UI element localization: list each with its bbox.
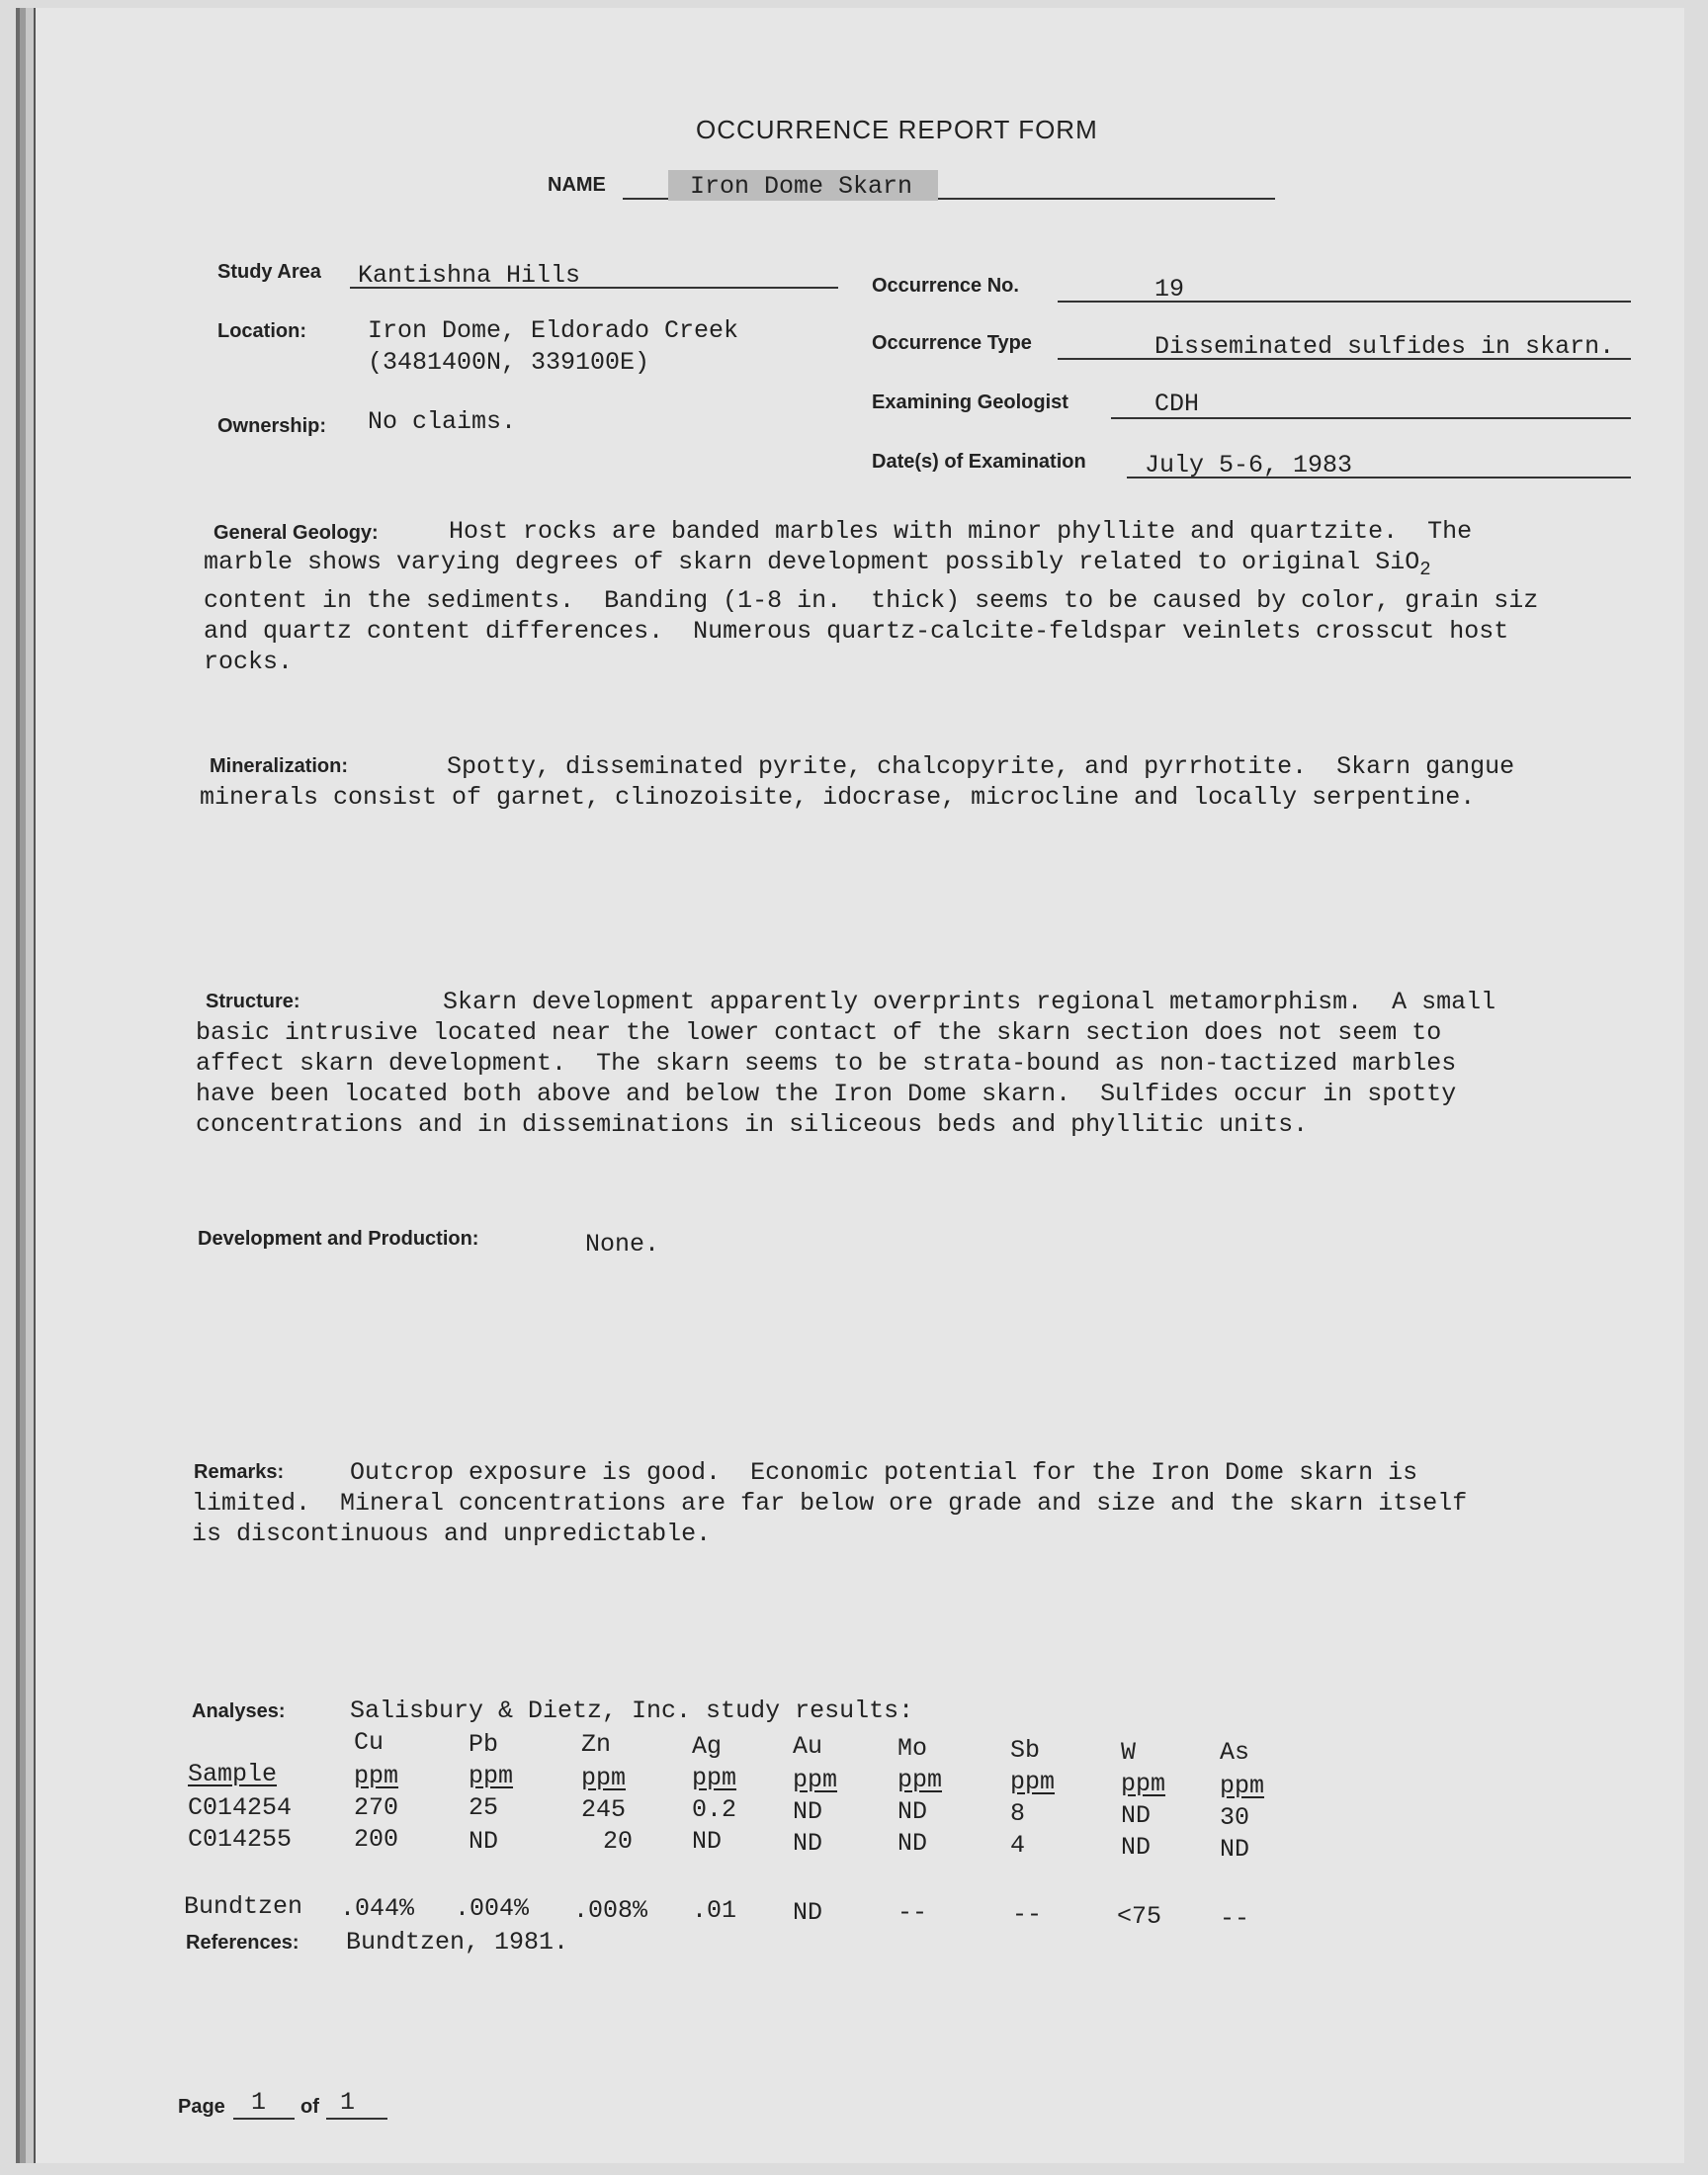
row3-cu: .044% <box>340 1894 415 1923</box>
general-geology-text <box>204 516 1538 677</box>
references-value: Bundtzen, 1981. <box>346 1928 569 1957</box>
element-header-au: Au <box>793 1732 823 1761</box>
remarks-label: Remarks: <box>194 1461 285 1483</box>
development-label: Development and Production: <box>198 1228 479 1250</box>
page-num-line <box>233 2088 295 2120</box>
ownership-label: Ownership: <box>217 415 327 437</box>
page-num: 1 <box>251 2088 267 2117</box>
element-header-as: As <box>1220 1738 1250 1767</box>
structure-line-2: basic intrusive located near the lower contact of the skarn section does not seem to <box>196 1018 1442 1047</box>
row3-mo: -- <box>897 1898 928 1927</box>
unit-cu: ppm <box>354 1762 399 1790</box>
row3-w: <75 <box>1117 1902 1162 1931</box>
row1-pb: 25 <box>469 1793 499 1822</box>
general-geology-label: General Geology: <box>214 522 379 544</box>
row1-mo: ND <box>897 1797 928 1826</box>
mineralization-line-1: Spotty, disseminated pyrite, chalcopyrite, and pyrrhotite. Skarn gangue <box>447 752 1515 781</box>
unit-mo: ppm <box>897 1766 943 1794</box>
row1-as: 30 <box>1220 1803 1250 1832</box>
row1-sample: C014254 <box>188 1793 293 1822</box>
of-label: of <box>300 2096 319 2118</box>
unit-as: ppm <box>1220 1772 1265 1800</box>
row3-pb: .004% <box>455 1894 530 1923</box>
remarks-line-2: limited. Mineral concentrations are far below ore grade and size and the skarn itself <box>192 1489 1468 1518</box>
geology-line-2-text: marble shows varying degrees of skarn development possibly related to original SiO <box>204 548 1420 576</box>
row3-zn: .008% <box>573 1896 648 1925</box>
structure-line-5: concentrations and in disseminations in siliceous beds and phyllitic units. <box>196 1110 1309 1139</box>
structure-text <box>196 987 1495 1140</box>
page-total-line <box>326 2088 387 2120</box>
development-value: None. <box>585 1230 660 1259</box>
location-line2: (3481400N, 339100E) <box>368 348 650 377</box>
structure-line-3: affect skarn development. The skarn seems to be strata-bound as non-tactized marbles <box>196 1049 1457 1078</box>
unit-zn: ppm <box>581 1764 627 1792</box>
unit-sb: ppm <box>1010 1768 1056 1796</box>
row1-sb: 8 <box>1010 1799 1026 1828</box>
row2-sb: 4 <box>1010 1831 1026 1860</box>
mineralization-label: Mineralization: <box>210 755 349 777</box>
row2-w: ND <box>1121 1833 1152 1862</box>
row3-as: -- <box>1220 1904 1250 1933</box>
element-header-mo: Mo <box>897 1734 928 1763</box>
element-header-ag: Ag <box>692 1732 723 1761</box>
row3-sb: -- <box>1012 1900 1043 1929</box>
occurrence-type-value: Disseminated sulfides in skarn. <box>1154 332 1615 361</box>
analyses-label: Analyses: <box>192 1700 286 1722</box>
mineralization-text <box>200 751 1514 813</box>
ownership-value: No claims. <box>368 407 517 436</box>
element-header-pb: Pb <box>469 1730 499 1759</box>
study-area-line <box>350 259 838 289</box>
location-line1: Iron Dome, Eldorado Creek <box>368 316 739 345</box>
geology-line-1: Host rocks are banded marbles with minor phyllite and quartzite. The <box>449 517 1473 546</box>
mineralization-line-2: minerals consist of garnet, clinozoisite, idocrase, microcline and locally serpentine. <box>200 783 1476 812</box>
row2-ag: ND <box>692 1827 723 1856</box>
element-header-zn: Zn <box>581 1730 612 1759</box>
geology-line-2-subscript: 2 <box>1419 559 1431 580</box>
study-area-label: Study Area <box>217 261 321 283</box>
occurrence-type-line <box>1058 330 1631 360</box>
element-header-cu: Cu <box>354 1728 384 1757</box>
occurrence-no-label: Occurrence No. <box>872 275 1019 297</box>
name-value: Iron Dome Skarn <box>668 170 938 201</box>
study-area-value: Kantishna Hills <box>358 261 581 290</box>
row2-pb: ND <box>469 1827 499 1856</box>
unit-w: ppm <box>1121 1770 1166 1798</box>
row1-ag: 0.2 <box>692 1795 737 1824</box>
location-label: Location: <box>217 320 306 342</box>
dates-line <box>1127 449 1631 478</box>
geology-line-2 <box>204 547 1538 585</box>
form-title: OCCURRENCE REPORT FORM <box>696 115 1098 144</box>
row3-ag: .01 <box>692 1896 737 1925</box>
dates-label: Date(s) of Examination <box>872 451 1086 473</box>
remarks-text <box>192 1457 1467 1549</box>
geology-line-3: content in the sediments. Banding (1-8 in. thick) seems to be caused by color, grain siz <box>204 586 1539 615</box>
geology-line-4: and quartz content differences. Numerous quartz-calcite-feldspar veinlets crosscut host <box>204 617 1509 646</box>
row3-au: ND <box>793 1898 823 1927</box>
row1-zn: 245 <box>581 1795 627 1824</box>
name-label: NAME <box>548 174 606 196</box>
geologist-line <box>1111 390 1631 419</box>
unit-au: ppm <box>793 1766 838 1794</box>
row3-sample: Bundtzen <box>184 1892 303 1921</box>
row2-au: ND <box>793 1829 823 1858</box>
report-page <box>34 8 1684 2163</box>
structure-line-1: Skarn development apparently overprints regional metamorphism. A small <box>443 988 1496 1016</box>
page-total: 1 <box>340 2088 356 2117</box>
row1-au: ND <box>793 1797 823 1826</box>
remarks-line-1: Outcrop exposure is good. Economic potential for the Iron Dome skarn is <box>350 1458 1418 1487</box>
occurrence-no-value: 19 <box>1154 275 1185 304</box>
structure-line-4: have been located both above and below the Iron Dome skarn. Sulfides occur in spotty <box>196 1080 1457 1108</box>
analyses-heading: Salisbury & Dietz, Inc. study results: <box>350 1696 914 1725</box>
row2-mo: ND <box>897 1829 928 1858</box>
row1-cu: 270 <box>354 1793 399 1822</box>
name-line <box>623 166 1275 200</box>
geologist-label: Examining Geologist <box>872 392 1068 413</box>
geologist-value: CDH <box>1154 390 1200 418</box>
element-header-sb: Sb <box>1010 1736 1041 1765</box>
page-label: Page <box>178 2096 225 2118</box>
geology-line-5: rocks. <box>204 648 294 676</box>
sample-header: Sample <box>188 1760 278 1788</box>
dates-value: July 5-6, 1983 <box>1145 451 1353 479</box>
unit-ag: ppm <box>692 1764 737 1792</box>
references-label: References: <box>186 1932 299 1954</box>
row1-w: ND <box>1121 1801 1152 1830</box>
occurrence-type-label: Occurrence Type <box>872 332 1032 354</box>
row2-sample: C014255 <box>188 1825 293 1854</box>
row2-as: ND <box>1220 1835 1250 1864</box>
structure-label: Structure: <box>206 991 300 1012</box>
occurrence-no-line <box>1058 273 1631 303</box>
remarks-line-3: is discontinuous and unpredictable. <box>192 1520 712 1548</box>
unit-pb: ppm <box>469 1762 514 1790</box>
element-header-w: W <box>1121 1738 1137 1767</box>
row2-cu: 200 <box>354 1825 399 1854</box>
analyses-table <box>184 1728 1374 1956</box>
row2-zn: 20 <box>603 1827 634 1856</box>
